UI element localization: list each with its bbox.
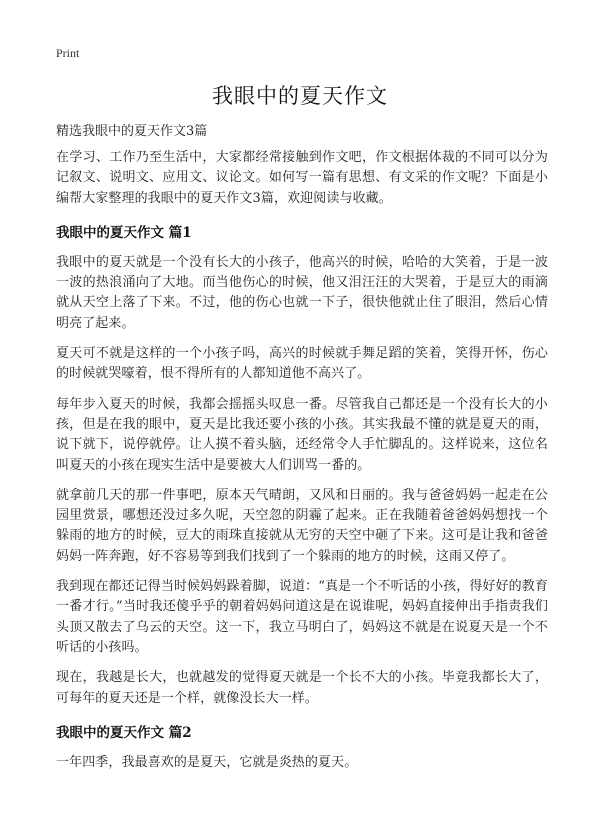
print-link[interactable]: Print bbox=[56, 46, 80, 60]
paragraph: 一年四季，我最喜欢的是夏天，它就是炎热的夏天。 bbox=[56, 754, 358, 770]
article-body bbox=[56, 148, 548, 783]
paragraph: 我眼中的夏天就是一个没有长大的小孩子，他高兴的时候，哈哈的大笑着，于是一波一波的热浪涌向了大地。而当他伤心的时候，他又泪汪汪的大哭着，于是豆大的雨滴就从天空上落了下来。不过，他的伤心也就一下子，很快他就止住了眼泪，然后心情明亮了起来。 bbox=[56, 254, 548, 331]
section-heading-1: 我眼中的夏天作文 篇1 bbox=[56, 224, 192, 241]
page-title: 我眼中的夏天作文 bbox=[212, 84, 388, 108]
paragraph: 每年步入夏天的时候，我都会摇摇头叹息一番。尽管我自己都还是一个没有长大的小孩，但是在我的眼中，夏天是比我还要小孩的小孩。其实我最不懂的就是夏天的雨，说下就下，说停就停。让人摸不着头脑，还经常令人手忙脚乱的。这样说来，这位名叫夏天的小孩在现实生活中是要被大人们训骂一番的。 bbox=[56, 396, 548, 473]
paragraph: 夏天可不就是这样的一个小孩子吗，高兴的时候就手舞足蹈的笑着，笑得开怀，伤心的时候就哭嚎着，恨不得所有的人都知道他不高兴了。 bbox=[56, 346, 548, 382]
section-heading-2: 我眼中的夏天作文 篇2 bbox=[56, 724, 192, 741]
page-subtitle: 精选我眼中的夏天作文3篇 bbox=[56, 124, 208, 139]
paragraph: 就拿前几天的那一件事吧，原本天气晴朗，又风和日丽的。我与爸爸妈妈一起走在公园里赏景，哪想还没过多久呢，天空忽的阴霾了起来。正在我随着爸爸妈妈想找一个躲雨的地方的时候，豆大的雨珠直接就从无穷的天空中砸了下来。这可是让我和爸爸妈妈一阵奔跑，好不容易等到我们找到了一个躲雨的地方的时候，这雨又停了。 bbox=[56, 487, 548, 564]
intro-paragraph: 在学习、工作乃至生活中，大家都经常接触到作文吧，作文根据体裁的不同可以分为记叙文、说明文、应用文、议论文。如何写一篇有思想、有文采的作文呢？下面是小编帮大家整理的我眼中的夏天作文3篇，欢迎阅读与收藏。 bbox=[56, 150, 548, 206]
paragraph: 我到现在都还记得当时候妈妈跺着脚，说道：“真是一个不听话的小孩，得好好的教育一番才行。”当时我还傻乎乎的朝着妈妈问道这是在说谁呢，妈妈直接伸出手指责我们头顶又散去了乌云的天空。这一下，我立马明白了，妈妈这不就是在说夏天是一个不听话的小孩吗。 bbox=[56, 579, 548, 655]
paragraph: 现在，我越是长大，也就越发的觉得夏天就是一个长不大的小孩。毕竟我都长大了，可每年的夏天还是一个样，就像没长大一样。 bbox=[56, 670, 548, 706]
